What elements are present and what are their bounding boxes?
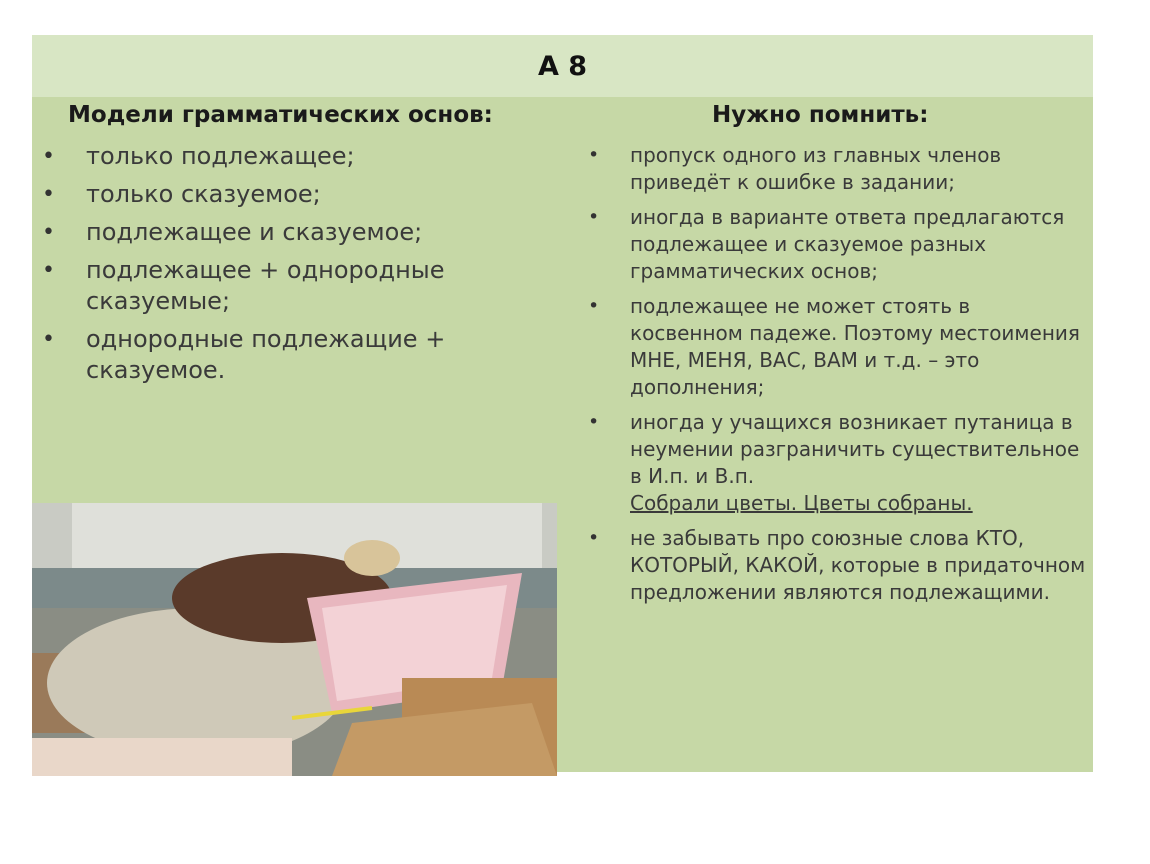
list-item: • не забывать про союзные слова КТО, КОТОРЫЙ, КАКОЙ, которые в придаточном предложении являются подлежащими. [586,525,1086,606]
slide-title: А 8 [537,50,588,82]
student-exam-photo [32,503,557,776]
list-item: • только подлежащее; [40,141,540,172]
list-item: • только сказуемое; [40,179,540,210]
grammar-models-list [40,141,540,393]
list-item: • иногда в варианте ответа предлагаются подлежащее и сказуемое разных грамматических основ; [586,204,1086,285]
slide-title-bar [32,35,1093,97]
example-sentence: Собрали цветы. Цветы собраны. [630,491,973,515]
list-item: • пропуск одного из главных членов приведёт к ошибке в задании; [586,142,1086,196]
list-item: • подлежащее не может стоять в косвенном падеже. Поэтому местоимения МНЕ, МЕНЯ, ВАС, ВАМ и т.д. – это дополнения; [586,293,1086,401]
left-column-heading: Модели грамматических основ: [68,102,493,128]
right-column-heading: Нужно помнить: [712,102,929,128]
list-item: • подлежащее и сказуемое; [40,217,540,248]
list-item: • однородные подлежащие + сказуемое. [40,324,540,386]
list-item-text: иногда у учащихся возникает путаница в неумении разграничить существительное в И.п. и В.п. [630,410,1080,488]
remember-list [586,142,1086,614]
list-item-with-example [586,409,1086,517]
list-item: • подлежащее + однородные сказуемые; [40,255,540,317]
